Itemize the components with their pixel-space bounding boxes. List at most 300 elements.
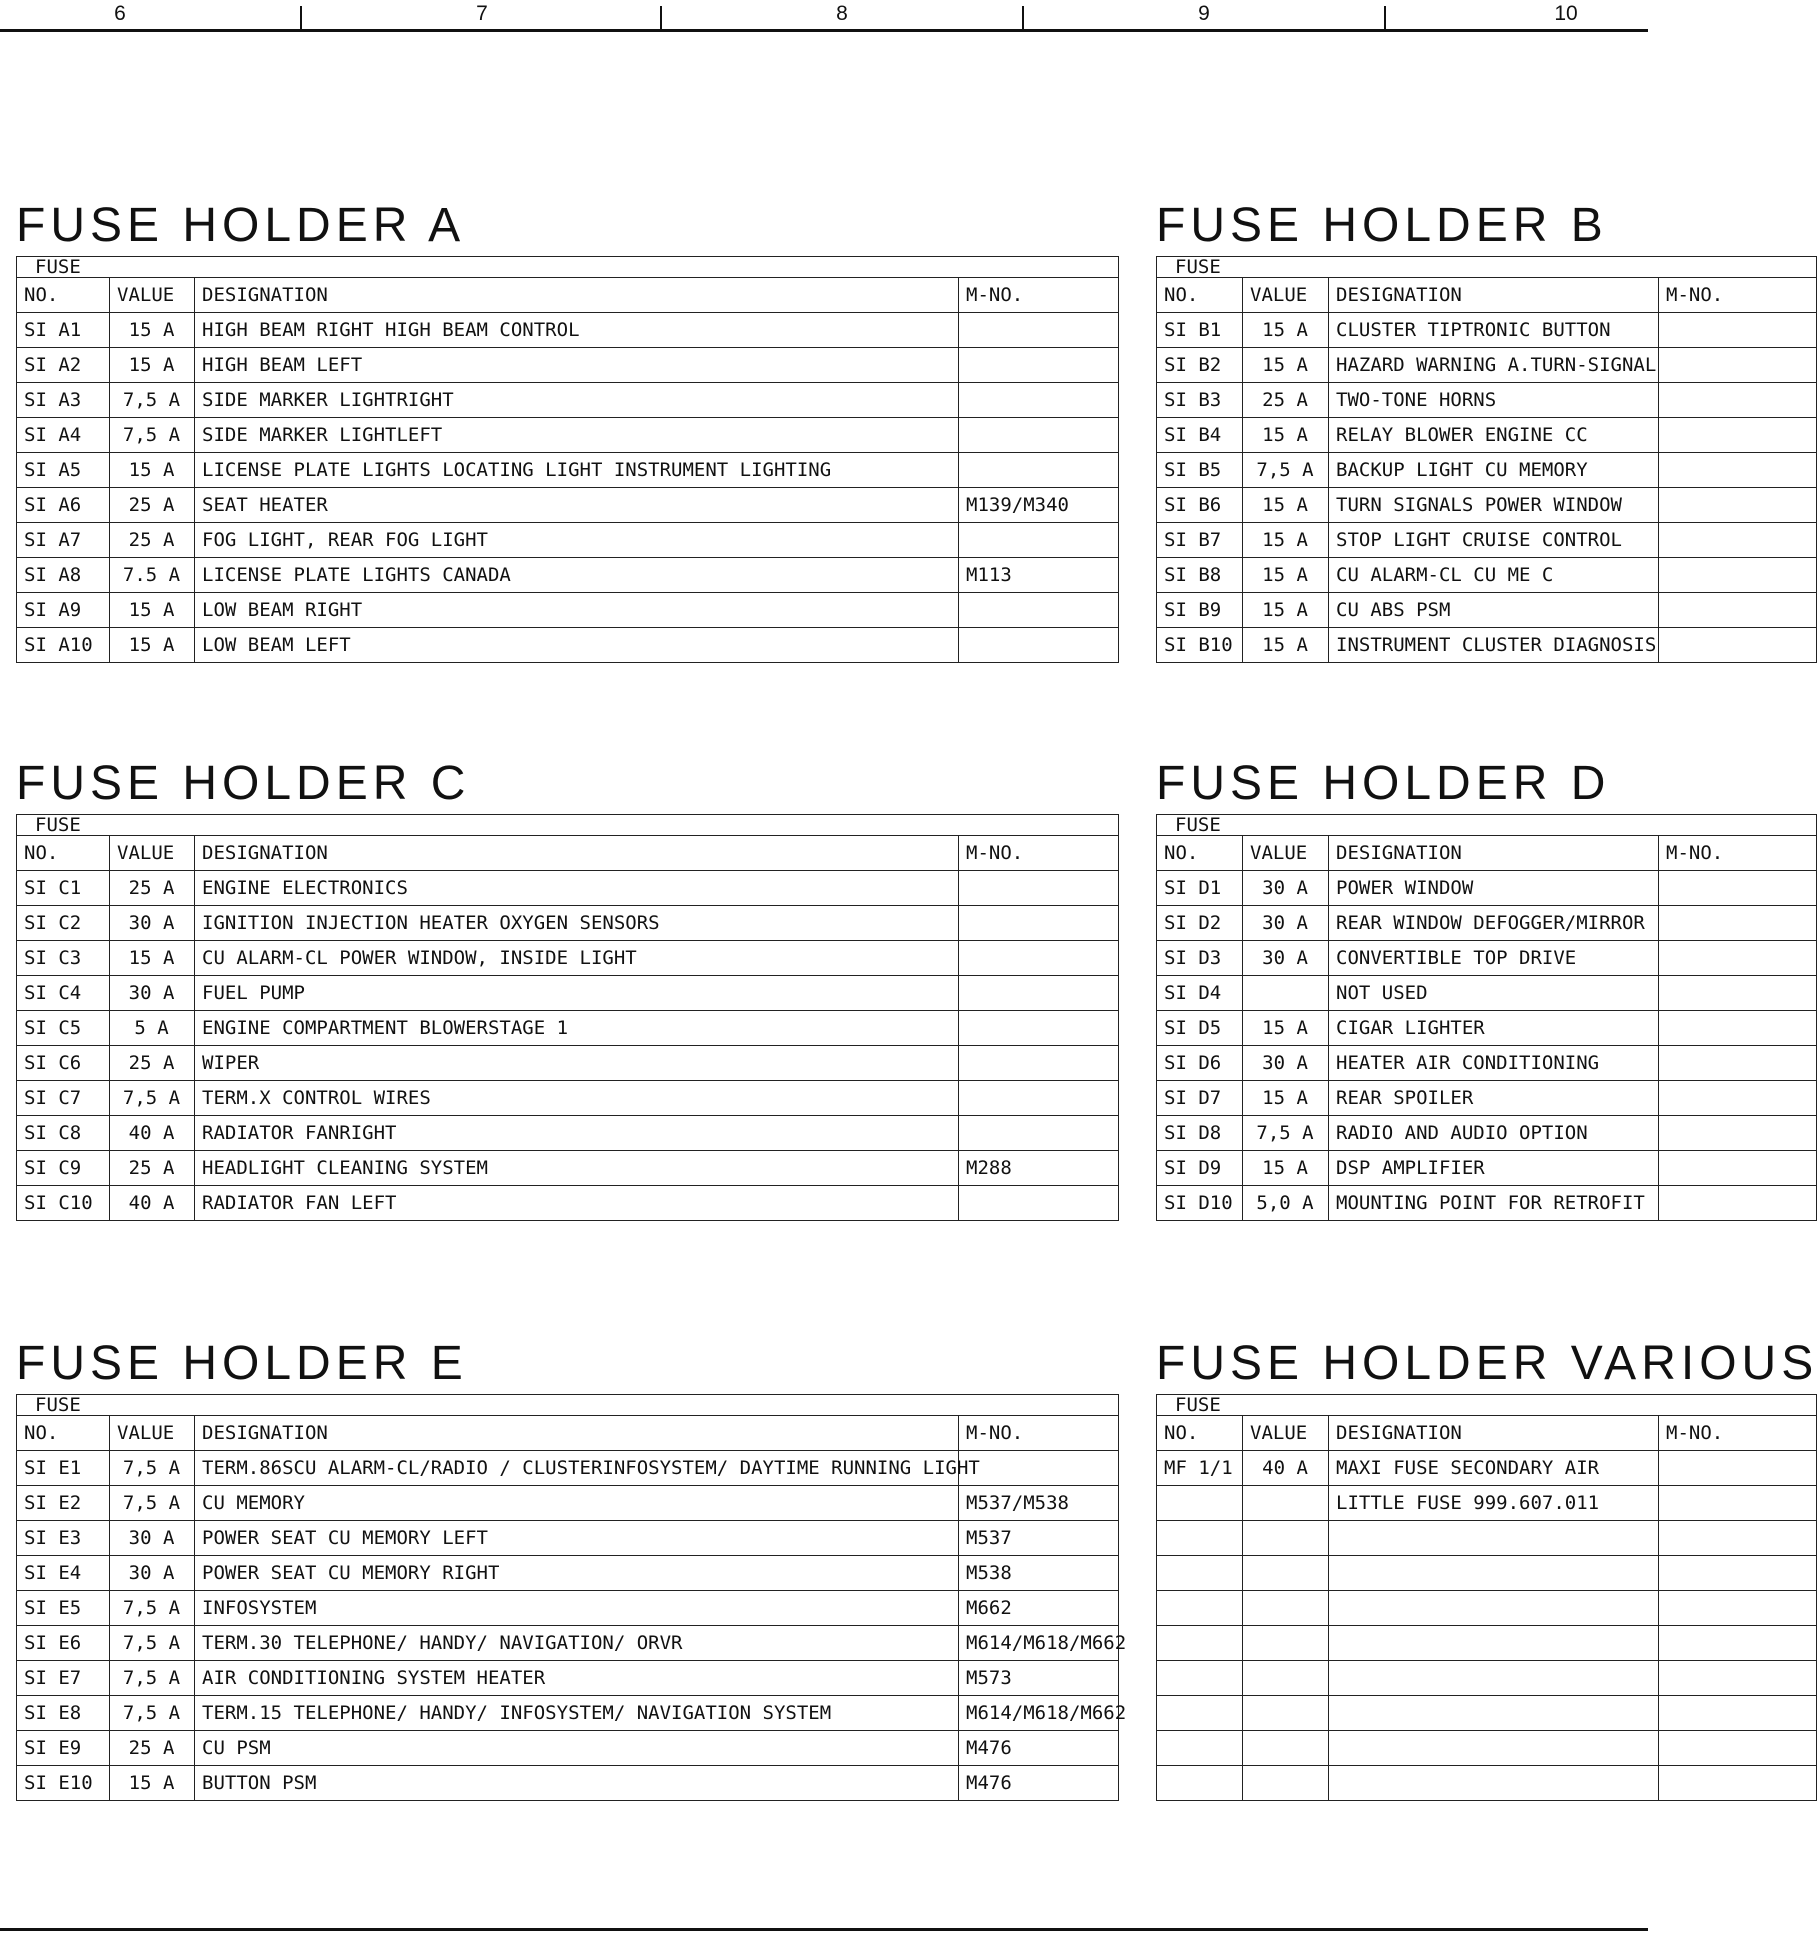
table-header-row bbox=[1157, 1416, 1817, 1451]
table-row bbox=[1157, 941, 1817, 976]
designation-cell: TURN SIGNALS POWER WINDOW bbox=[1329, 488, 1659, 523]
fuse-value-cell: 25 A bbox=[110, 523, 195, 558]
fuse-no-cell: SI B2 bbox=[1157, 348, 1243, 383]
fuse-table bbox=[1156, 814, 1817, 1221]
col-header-value: VALUE bbox=[110, 836, 195, 871]
fuse-holder-d bbox=[1156, 758, 1817, 1221]
fuse-no-cell: SI A3 bbox=[17, 383, 110, 418]
table-row bbox=[17, 593, 1119, 628]
table-row bbox=[17, 1661, 1119, 1696]
m-no-cell bbox=[1659, 1521, 1817, 1556]
table-group-header bbox=[17, 1395, 1119, 1416]
designation-cell: BACKUP LIGHT CU MEMORY bbox=[1329, 453, 1659, 488]
table-row bbox=[17, 418, 1119, 453]
table-row bbox=[1157, 1626, 1817, 1661]
section-title: FUSE HOLDER B bbox=[1156, 199, 1608, 252]
fuse-value-cell bbox=[1243, 1556, 1329, 1591]
fuse-no-cell: SI A6 bbox=[17, 488, 110, 523]
table-row bbox=[1157, 906, 1817, 941]
m-no-cell bbox=[1659, 628, 1817, 663]
designation-cell: WIPER bbox=[195, 1046, 959, 1081]
fuse-group-label: FUSE bbox=[17, 257, 195, 278]
m-no-cell bbox=[959, 906, 1119, 941]
col-header-mno: M-NO. bbox=[1659, 1416, 1817, 1451]
table-row bbox=[17, 1486, 1119, 1521]
table-row bbox=[17, 1696, 1119, 1731]
designation-cell: LOW BEAM RIGHT bbox=[195, 593, 959, 628]
designation-cell: NOT USED bbox=[1329, 976, 1659, 1011]
fuse-value-cell: 25 A bbox=[110, 488, 195, 523]
col-header-designation: DESIGNATION bbox=[195, 836, 959, 871]
fuse-no-cell: SI A4 bbox=[17, 418, 110, 453]
table-row bbox=[17, 1451, 1119, 1486]
designation-cell: AIR CONDITIONING SYSTEM HEATER bbox=[195, 1661, 959, 1696]
fuse-holder-c bbox=[16, 758, 1119, 1221]
m-no-cell bbox=[1659, 1556, 1817, 1591]
table-body bbox=[1157, 313, 1817, 663]
fuse-value-cell: 30 A bbox=[110, 906, 195, 941]
fuse-value-cell bbox=[1243, 1696, 1329, 1731]
fuse-value-cell: 15 A bbox=[1243, 593, 1329, 628]
table-row bbox=[17, 313, 1119, 348]
m-no-cell bbox=[1659, 1486, 1817, 1521]
table-body bbox=[17, 1451, 1127, 1801]
fuse-value-cell: 15 A bbox=[110, 348, 195, 383]
fuse-value-cell: 15 A bbox=[1243, 523, 1329, 558]
fuse-no-cell: SI B8 bbox=[1157, 558, 1243, 593]
designation-cell: POWER WINDOW bbox=[1329, 871, 1659, 906]
fuse-value-cell: 40 A bbox=[1243, 1451, 1329, 1486]
fuse-no-cell: SI D8 bbox=[1157, 1116, 1243, 1151]
m-no-cell bbox=[959, 453, 1119, 488]
fuse-value-cell bbox=[1243, 1766, 1329, 1801]
table-row bbox=[17, 1626, 1119, 1661]
ruler-line bbox=[0, 29, 1648, 32]
fuse-value-cell: 40 A bbox=[110, 1186, 195, 1221]
table-row bbox=[1157, 418, 1817, 453]
fuse-value-cell: 15 A bbox=[110, 593, 195, 628]
table-row bbox=[1157, 1486, 1817, 1521]
fuse-value-cell bbox=[1243, 976, 1329, 1011]
table-row bbox=[1157, 1696, 1817, 1731]
table-row bbox=[17, 523, 1119, 558]
fuse-no-cell: SI A1 bbox=[17, 313, 110, 348]
col-header-designation: DESIGNATION bbox=[1329, 278, 1659, 313]
designation-cell: CU MEMORY bbox=[195, 1486, 959, 1521]
col-header-value: VALUE bbox=[110, 1416, 195, 1451]
fuse-no-cell: SI B9 bbox=[1157, 593, 1243, 628]
fuse-value-cell: 30 A bbox=[110, 976, 195, 1011]
fuse-value-cell: 15 A bbox=[110, 941, 195, 976]
fuse-group-label: FUSE bbox=[17, 1395, 195, 1416]
table-row bbox=[1157, 313, 1817, 348]
fuse-value-cell: 25 A bbox=[110, 1046, 195, 1081]
designation-cell: REAR SPOILER bbox=[1329, 1081, 1659, 1116]
designation-cell: CIGAR LIGHTER bbox=[1329, 1011, 1659, 1046]
designation-cell: DSP AMPLIFIER bbox=[1329, 1151, 1659, 1186]
m-no-cell bbox=[1659, 941, 1817, 976]
fuse-table bbox=[16, 1394, 1127, 1801]
group-header-blank bbox=[195, 257, 1119, 278]
table-row bbox=[1157, 1661, 1817, 1696]
fuse-value-cell: 15 A bbox=[1243, 1081, 1329, 1116]
designation-cell: BUTTON PSM bbox=[195, 1766, 959, 1801]
fuse-holder-a bbox=[16, 200, 1119, 663]
fuse-holder-e bbox=[16, 1337, 1127, 1801]
fuse-holder-b bbox=[1156, 200, 1817, 663]
col-header-value: VALUE bbox=[110, 278, 195, 313]
fuse-value-cell: 30 A bbox=[1243, 941, 1329, 976]
fuse-value-cell: 15 A bbox=[1243, 1151, 1329, 1186]
fuse-value-cell bbox=[1243, 1591, 1329, 1626]
designation-cell: TERM.15 TELEPHONE/ HANDY/ INFOSYSTEM/ NAVIGATION SYSTEM bbox=[195, 1696, 959, 1731]
group-header-blank bbox=[1329, 257, 1817, 278]
designation-cell: LOW BEAM LEFT bbox=[195, 628, 959, 663]
fuse-value-cell: 40 A bbox=[110, 1116, 195, 1151]
fuse-group-label: FUSE bbox=[1157, 815, 1329, 836]
fuse-value-cell: 7,5 A bbox=[110, 383, 195, 418]
fuse-no-cell bbox=[1157, 1521, 1243, 1556]
col-header-value: VALUE bbox=[1243, 1416, 1329, 1451]
designation-cell: CLUSTER TIPTRONIC BUTTON bbox=[1329, 313, 1659, 348]
m-no-cell: M537 bbox=[959, 1521, 1119, 1556]
fuse-value-cell: 7,5 A bbox=[1243, 453, 1329, 488]
designation-cell: RADIO AND AUDIO OPTION bbox=[1329, 1116, 1659, 1151]
m-no-cell bbox=[1659, 453, 1817, 488]
col-header-mno: M-NO. bbox=[1659, 278, 1817, 313]
fuse-no-cell: SI C6 bbox=[17, 1046, 110, 1081]
table-row bbox=[1157, 1521, 1817, 1556]
designation-cell: REAR WINDOW DEFOGGER/MIRROR bbox=[1329, 906, 1659, 941]
table-row bbox=[1157, 628, 1817, 663]
col-header-no: NO. bbox=[1157, 836, 1243, 871]
designation-cell: FUEL PUMP bbox=[195, 976, 959, 1011]
fuse-no-cell: SI D7 bbox=[1157, 1081, 1243, 1116]
designation-cell: LITTLE FUSE 999.607.011 bbox=[1329, 1486, 1659, 1521]
designation-cell: INFOSYSTEM bbox=[195, 1591, 959, 1626]
m-no-cell bbox=[959, 348, 1119, 383]
fuse-no-cell: SI E2 bbox=[17, 1486, 110, 1521]
designation-cell: INSTRUMENT CLUSTER DIAGNOSIS bbox=[1329, 628, 1659, 663]
fuse-value-cell: 15 A bbox=[110, 1766, 195, 1801]
fuse-no-cell: SI C2 bbox=[17, 906, 110, 941]
table-group-header bbox=[17, 257, 1119, 278]
fuse-no-cell: SI D5 bbox=[1157, 1011, 1243, 1046]
designation-cell: HIGH BEAM LEFT bbox=[195, 348, 959, 383]
m-no-cell bbox=[1659, 1626, 1817, 1661]
m-no-cell: M476 bbox=[959, 1766, 1119, 1801]
m-no-cell: M614/M618/M662 bbox=[959, 1696, 1119, 1731]
m-no-cell bbox=[1659, 558, 1817, 593]
fuse-no-cell: SI C8 bbox=[17, 1116, 110, 1151]
fuse-value-cell: 15 A bbox=[1243, 418, 1329, 453]
m-no-cell: M537/M538 bbox=[959, 1486, 1119, 1521]
table-row bbox=[17, 628, 1119, 663]
sheet-border-bottom bbox=[0, 1928, 1648, 1931]
table-header-row bbox=[17, 1416, 1119, 1451]
fuse-no-cell: SI A7 bbox=[17, 523, 110, 558]
fuse-no-cell bbox=[1157, 1556, 1243, 1591]
m-no-cell: M288 bbox=[959, 1151, 1119, 1186]
fuse-no-cell bbox=[1157, 1626, 1243, 1661]
designation-cell: TWO-TONE HORNS bbox=[1329, 383, 1659, 418]
table-row bbox=[1157, 976, 1817, 1011]
col-header-no: NO. bbox=[1157, 1416, 1243, 1451]
m-no-cell bbox=[959, 523, 1119, 558]
fuse-value-cell: 7,5 A bbox=[110, 1661, 195, 1696]
m-no-cell bbox=[1659, 383, 1817, 418]
fuse-value-cell: 7.5 A bbox=[110, 558, 195, 593]
m-no-cell bbox=[959, 383, 1119, 418]
m-no-cell bbox=[1659, 1591, 1817, 1626]
m-no-cell bbox=[959, 1451, 1119, 1486]
m-no-cell bbox=[959, 593, 1119, 628]
fuse-value-cell: 7,5 A bbox=[110, 1081, 195, 1116]
col-header-designation: DESIGNATION bbox=[195, 278, 959, 313]
m-no-cell bbox=[1659, 906, 1817, 941]
fuse-no-cell: SI C10 bbox=[17, 1186, 110, 1221]
table-row bbox=[17, 871, 1119, 906]
fuse-value-cell: 25 A bbox=[110, 1731, 195, 1766]
designation-cell: RADIATOR FANRIGHT bbox=[195, 1116, 959, 1151]
fuse-no-cell: SI E4 bbox=[17, 1556, 110, 1591]
m-no-cell bbox=[1659, 1731, 1817, 1766]
table-row bbox=[1157, 1046, 1817, 1081]
m-no-cell bbox=[959, 418, 1119, 453]
fuse-group-label: FUSE bbox=[1157, 1395, 1329, 1416]
fuse-group-label: FUSE bbox=[1157, 257, 1329, 278]
col-header-mno: M-NO. bbox=[1659, 836, 1817, 871]
designation-cell: CONVERTIBLE TOP DRIVE bbox=[1329, 941, 1659, 976]
designation-cell: SIDE MARKER LIGHTRIGHT bbox=[195, 383, 959, 418]
col-header-no: NO. bbox=[17, 278, 110, 313]
ruler-number: 8 bbox=[836, 2, 848, 25]
designation-cell: CU ALARM-CL POWER WINDOW, INSIDE LIGHT bbox=[195, 941, 959, 976]
m-no-cell bbox=[959, 1116, 1119, 1151]
designation-cell: SEAT HEATER bbox=[195, 488, 959, 523]
designation-cell: ENGINE ELECTRONICS bbox=[195, 871, 959, 906]
fuse-value-cell bbox=[1243, 1486, 1329, 1521]
fuse-value-cell bbox=[1243, 1661, 1329, 1696]
m-no-cell bbox=[1659, 593, 1817, 628]
designation-cell: HAZARD WARNING A.TURN-SIGNAL bbox=[1329, 348, 1659, 383]
fuse-no-cell: SI C3 bbox=[17, 941, 110, 976]
group-header-blank bbox=[1329, 815, 1817, 836]
designation-cell: RELAY BLOWER ENGINE CC bbox=[1329, 418, 1659, 453]
designation-cell: TERM.86SCU ALARM-CL/RADIO / CLUSTERINFOSYSTEM/ DAYTIME RUNNING LIGHT bbox=[195, 1451, 959, 1486]
table-row bbox=[1157, 348, 1817, 383]
fuse-no-cell: SI C7 bbox=[17, 1081, 110, 1116]
table-row bbox=[1157, 1081, 1817, 1116]
table-row bbox=[17, 453, 1119, 488]
fuse-no-cell: SI D1 bbox=[1157, 871, 1243, 906]
fuse-value-cell: 25 A bbox=[110, 1151, 195, 1186]
m-no-cell bbox=[1659, 418, 1817, 453]
fuse-no-cell: SI E6 bbox=[17, 1626, 110, 1661]
col-header-mno: M-NO. bbox=[959, 1416, 1119, 1451]
ruler-number: 7 bbox=[476, 2, 488, 25]
m-no-cell: M614/M618/M662 bbox=[959, 1626, 1119, 1661]
m-no-cell bbox=[1659, 1661, 1817, 1696]
designation-cell bbox=[1329, 1696, 1659, 1731]
m-no-cell bbox=[1659, 523, 1817, 558]
m-no-cell bbox=[959, 1046, 1119, 1081]
table-row bbox=[1157, 558, 1817, 593]
m-no-cell bbox=[1659, 1186, 1817, 1221]
fuse-value-cell: 7,5 A bbox=[110, 1451, 195, 1486]
m-no-cell bbox=[959, 628, 1119, 663]
m-no-cell: M139/M340 bbox=[959, 488, 1119, 523]
table-body bbox=[1157, 871, 1817, 1221]
section-title: FUSE HOLDER VARIOUS bbox=[1156, 1337, 1818, 1390]
m-no-cell bbox=[959, 941, 1119, 976]
fuse-no-cell: SI B1 bbox=[1157, 313, 1243, 348]
table-row bbox=[17, 383, 1119, 418]
designation-cell: MAXI FUSE SECONDARY AIR bbox=[1329, 1451, 1659, 1486]
table-header-row bbox=[1157, 836, 1817, 871]
designation-cell bbox=[1329, 1521, 1659, 1556]
designation-cell bbox=[1329, 1661, 1659, 1696]
m-no-cell bbox=[1659, 348, 1817, 383]
designation-cell: TERM.X CONTROL WIRES bbox=[195, 1081, 959, 1116]
fuse-no-cell: SI A5 bbox=[17, 453, 110, 488]
fuse-table bbox=[1156, 1394, 1817, 1801]
fuse-value-cell: 25 A bbox=[110, 871, 195, 906]
designation-cell bbox=[1329, 1556, 1659, 1591]
fuse-no-cell: SI D3 bbox=[1157, 941, 1243, 976]
table-row bbox=[1157, 1451, 1817, 1486]
m-no-cell bbox=[959, 871, 1119, 906]
fuse-holder-various bbox=[1156, 1338, 1818, 1801]
fuse-no-cell: SI E9 bbox=[17, 1731, 110, 1766]
m-no-cell bbox=[1659, 1151, 1817, 1186]
ruler-number: 9 bbox=[1198, 2, 1210, 25]
table-row bbox=[1157, 1151, 1817, 1186]
ruler-tick bbox=[1384, 6, 1386, 30]
table-body bbox=[17, 313, 1119, 663]
fuse-no-cell: SI E8 bbox=[17, 1696, 110, 1731]
fuse-value-cell: 15 A bbox=[110, 453, 195, 488]
table-group-header bbox=[17, 815, 1119, 836]
designation-cell bbox=[1329, 1766, 1659, 1801]
fuse-no-cell bbox=[1157, 1486, 1243, 1521]
table-row bbox=[1157, 1011, 1817, 1046]
table-row bbox=[1157, 593, 1817, 628]
fuse-no-cell bbox=[1157, 1661, 1243, 1696]
m-no-cell bbox=[1659, 1766, 1817, 1801]
table-row bbox=[1157, 383, 1817, 418]
designation-cell: MOUNTING POINT FOR RETROFIT bbox=[1329, 1186, 1659, 1221]
fuse-table bbox=[1156, 256, 1817, 663]
col-header-no: NO. bbox=[17, 1416, 110, 1451]
designation-cell: CU PSM bbox=[195, 1731, 959, 1766]
fuse-value-cell: 7,5 A bbox=[110, 1626, 195, 1661]
col-header-designation: DESIGNATION bbox=[1329, 836, 1659, 871]
m-no-cell bbox=[1659, 871, 1817, 906]
group-header-blank bbox=[1329, 1395, 1817, 1416]
fuse-value-cell: 30 A bbox=[1243, 1046, 1329, 1081]
fuse-no-cell: SI C9 bbox=[17, 1151, 110, 1186]
fuse-value-cell: 7,5 A bbox=[110, 1696, 195, 1731]
fuse-no-cell bbox=[1157, 1696, 1243, 1731]
table-body bbox=[1157, 1451, 1817, 1801]
fuse-no-cell: SI D10 bbox=[1157, 1186, 1243, 1221]
fuse-table bbox=[16, 256, 1119, 663]
fuse-no-cell: SI D6 bbox=[1157, 1046, 1243, 1081]
fuse-value-cell bbox=[1243, 1521, 1329, 1556]
fuse-no-cell: SI B4 bbox=[1157, 418, 1243, 453]
designation-cell: SIDE MARKER LIGHTLEFT bbox=[195, 418, 959, 453]
table-row bbox=[17, 558, 1119, 593]
fuse-value-cell: 7,5 A bbox=[110, 418, 195, 453]
designation-cell: POWER SEAT CU MEMORY LEFT bbox=[195, 1521, 959, 1556]
fuse-value-cell: 30 A bbox=[1243, 871, 1329, 906]
table-row bbox=[1157, 453, 1817, 488]
col-header-mno: M-NO. bbox=[959, 278, 1119, 313]
fuse-value-cell: 30 A bbox=[110, 1521, 195, 1556]
fuse-no-cell: SI C1 bbox=[17, 871, 110, 906]
m-no-cell bbox=[959, 1081, 1119, 1116]
designation-cell: CU ABS PSM bbox=[1329, 593, 1659, 628]
ruler-number: 10 bbox=[1554, 2, 1578, 25]
m-no-cell: M573 bbox=[959, 1661, 1119, 1696]
fuse-value-cell: 5 A bbox=[110, 1011, 195, 1046]
m-no-cell bbox=[1659, 976, 1817, 1011]
fuse-value-cell: 15 A bbox=[1243, 348, 1329, 383]
table-row bbox=[17, 488, 1119, 523]
table-row bbox=[1157, 1591, 1817, 1626]
column-ruler bbox=[0, 0, 1648, 30]
fuse-no-cell bbox=[1157, 1766, 1243, 1801]
fuse-value-cell: 15 A bbox=[1243, 488, 1329, 523]
m-no-cell bbox=[1659, 1046, 1817, 1081]
table-row bbox=[17, 1186, 1119, 1221]
table-row bbox=[17, 1081, 1119, 1116]
designation-cell: POWER SEAT CU MEMORY RIGHT bbox=[195, 1556, 959, 1591]
m-no-cell bbox=[1659, 1696, 1817, 1731]
fuse-no-cell: SI B7 bbox=[1157, 523, 1243, 558]
table-header-row bbox=[17, 836, 1119, 871]
designation-cell: LICENSE PLATE LIGHTS CANADA bbox=[195, 558, 959, 593]
table-row bbox=[1157, 1556, 1817, 1591]
fuse-no-cell: MF 1/1 bbox=[1157, 1451, 1243, 1486]
fuse-no-cell: SI B10 bbox=[1157, 628, 1243, 663]
fuse-no-cell: SI C4 bbox=[17, 976, 110, 1011]
m-no-cell: M662 bbox=[959, 1591, 1119, 1626]
designation-cell: LICENSE PLATE LIGHTS LOCATING LIGHT INSTRUMENT LIGHTING bbox=[195, 453, 959, 488]
section-title: FUSE HOLDER C bbox=[16, 757, 471, 810]
fuse-no-cell: SI C5 bbox=[17, 1011, 110, 1046]
col-header-designation: DESIGNATION bbox=[1329, 1416, 1659, 1451]
m-no-cell: M476 bbox=[959, 1731, 1119, 1766]
m-no-cell bbox=[1659, 313, 1817, 348]
table-row bbox=[17, 1116, 1119, 1151]
designation-cell bbox=[1329, 1731, 1659, 1766]
m-no-cell bbox=[959, 976, 1119, 1011]
designation-cell: TERM.30 TELEPHONE/ HANDY/ NAVIGATION/ ORVR bbox=[195, 1626, 959, 1661]
section-title: FUSE HOLDER D bbox=[1156, 757, 1611, 810]
table-row bbox=[17, 1521, 1119, 1556]
fuse-table bbox=[16, 814, 1119, 1221]
table-row bbox=[1157, 1731, 1817, 1766]
designation-cell: IGNITION INJECTION HEATER OXYGEN SENSORS bbox=[195, 906, 959, 941]
fuse-value-cell: 7,5 A bbox=[1243, 1116, 1329, 1151]
table-row bbox=[17, 1766, 1119, 1801]
m-no-cell bbox=[959, 1186, 1119, 1221]
m-no-cell: M538 bbox=[959, 1556, 1119, 1591]
table-header-row bbox=[1157, 278, 1817, 313]
fuse-group-label: FUSE bbox=[17, 815, 195, 836]
